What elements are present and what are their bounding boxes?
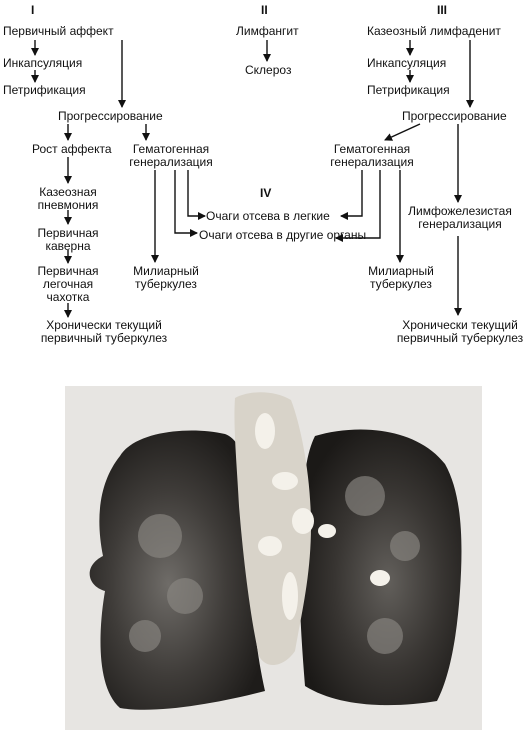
miliary-tuberculosis-3-label bbox=[361, 265, 441, 291]
chronic3-line-2: первичный туберкулез bbox=[396, 331, 524, 345]
chronic-primary-tb-label bbox=[34, 319, 174, 345]
lung-specimen-photo bbox=[65, 386, 482, 730]
miliary-tuberculosis-label bbox=[126, 265, 206, 291]
hematogenous-generalization-3-label bbox=[325, 143, 419, 169]
encapsulation-label: Инкапсуляция bbox=[3, 56, 83, 70]
lymphangitis-label: Лимфангит bbox=[236, 24, 299, 38]
encapsulation-3-label: Инкапсуляция bbox=[367, 56, 447, 70]
cavern-line-1: Первичная bbox=[37, 226, 99, 240]
column-iii-heading: III bbox=[437, 3, 448, 17]
lymph-line-1: Лимфожелезистая bbox=[408, 204, 512, 218]
chronic-primary-tb-3-label bbox=[390, 319, 530, 345]
foci-other-organs-label: Очаги отсева в другие органы bbox=[199, 228, 367, 242]
miliary3-line-1: Милиарный bbox=[368, 264, 434, 278]
hematogenous-generalization-label bbox=[124, 143, 218, 169]
primary-phthisis-label bbox=[30, 265, 106, 304]
hemato3-line-2: генерализация bbox=[330, 155, 414, 169]
miliary-line-1: Милиарный bbox=[133, 264, 199, 278]
caseous-line-1: Казеозная bbox=[39, 185, 97, 199]
hemato-line-1: Гематогенная bbox=[132, 142, 210, 156]
affect-growth-label: Рост аффекта bbox=[32, 142, 112, 156]
column-i-heading: I bbox=[31, 3, 35, 17]
petrification-3-label: Петрификация bbox=[367, 83, 450, 97]
chronic-line-2: первичный туберкулез bbox=[40, 331, 168, 345]
lymphoglandular-generalization-label bbox=[404, 205, 516, 231]
column-ii-heading: II bbox=[261, 3, 268, 17]
phthisis-line-3: чахотка bbox=[46, 290, 90, 304]
phthisis-line-1: Первичная bbox=[37, 264, 99, 278]
foci-lungs-label: Очаги отсева в легкие bbox=[206, 209, 330, 223]
miliary-line-2: туберкулез bbox=[135, 277, 197, 291]
sclerosis-label: Склероз bbox=[245, 63, 292, 77]
progression-3-label: Прогрессирование bbox=[402, 109, 507, 123]
cavern-line-2: каверна bbox=[45, 239, 91, 253]
primary-cavern-label bbox=[30, 227, 106, 253]
lung-specimen-drawing bbox=[65, 386, 482, 730]
hemato-line-2: генерализация bbox=[129, 155, 213, 169]
right-lung-shape bbox=[299, 429, 461, 705]
column-iv-heading: IV bbox=[260, 186, 272, 200]
caseous-line-2: пневмония bbox=[37, 198, 99, 212]
lymph-line-2: генерализация bbox=[418, 217, 502, 231]
miliary3-line-2: туберкулез bbox=[370, 277, 432, 291]
hemato3-line-1: Гематогенная bbox=[333, 142, 411, 156]
progression-label: Прогрессирование bbox=[58, 109, 163, 123]
caseous-pneumonia-label bbox=[30, 186, 106, 212]
petrification-label: Петрификация bbox=[3, 83, 86, 97]
chronic3-line-1: Хронически текущий bbox=[402, 318, 518, 332]
primary-affect-label: Первичный аффект bbox=[3, 24, 114, 38]
phthisis-line-2: легочная bbox=[42, 277, 94, 291]
caseous-lymphadenitis-label: Казеозный лимфаденит bbox=[367, 24, 501, 38]
chronic-line-1: Хронически текущий bbox=[46, 318, 162, 332]
